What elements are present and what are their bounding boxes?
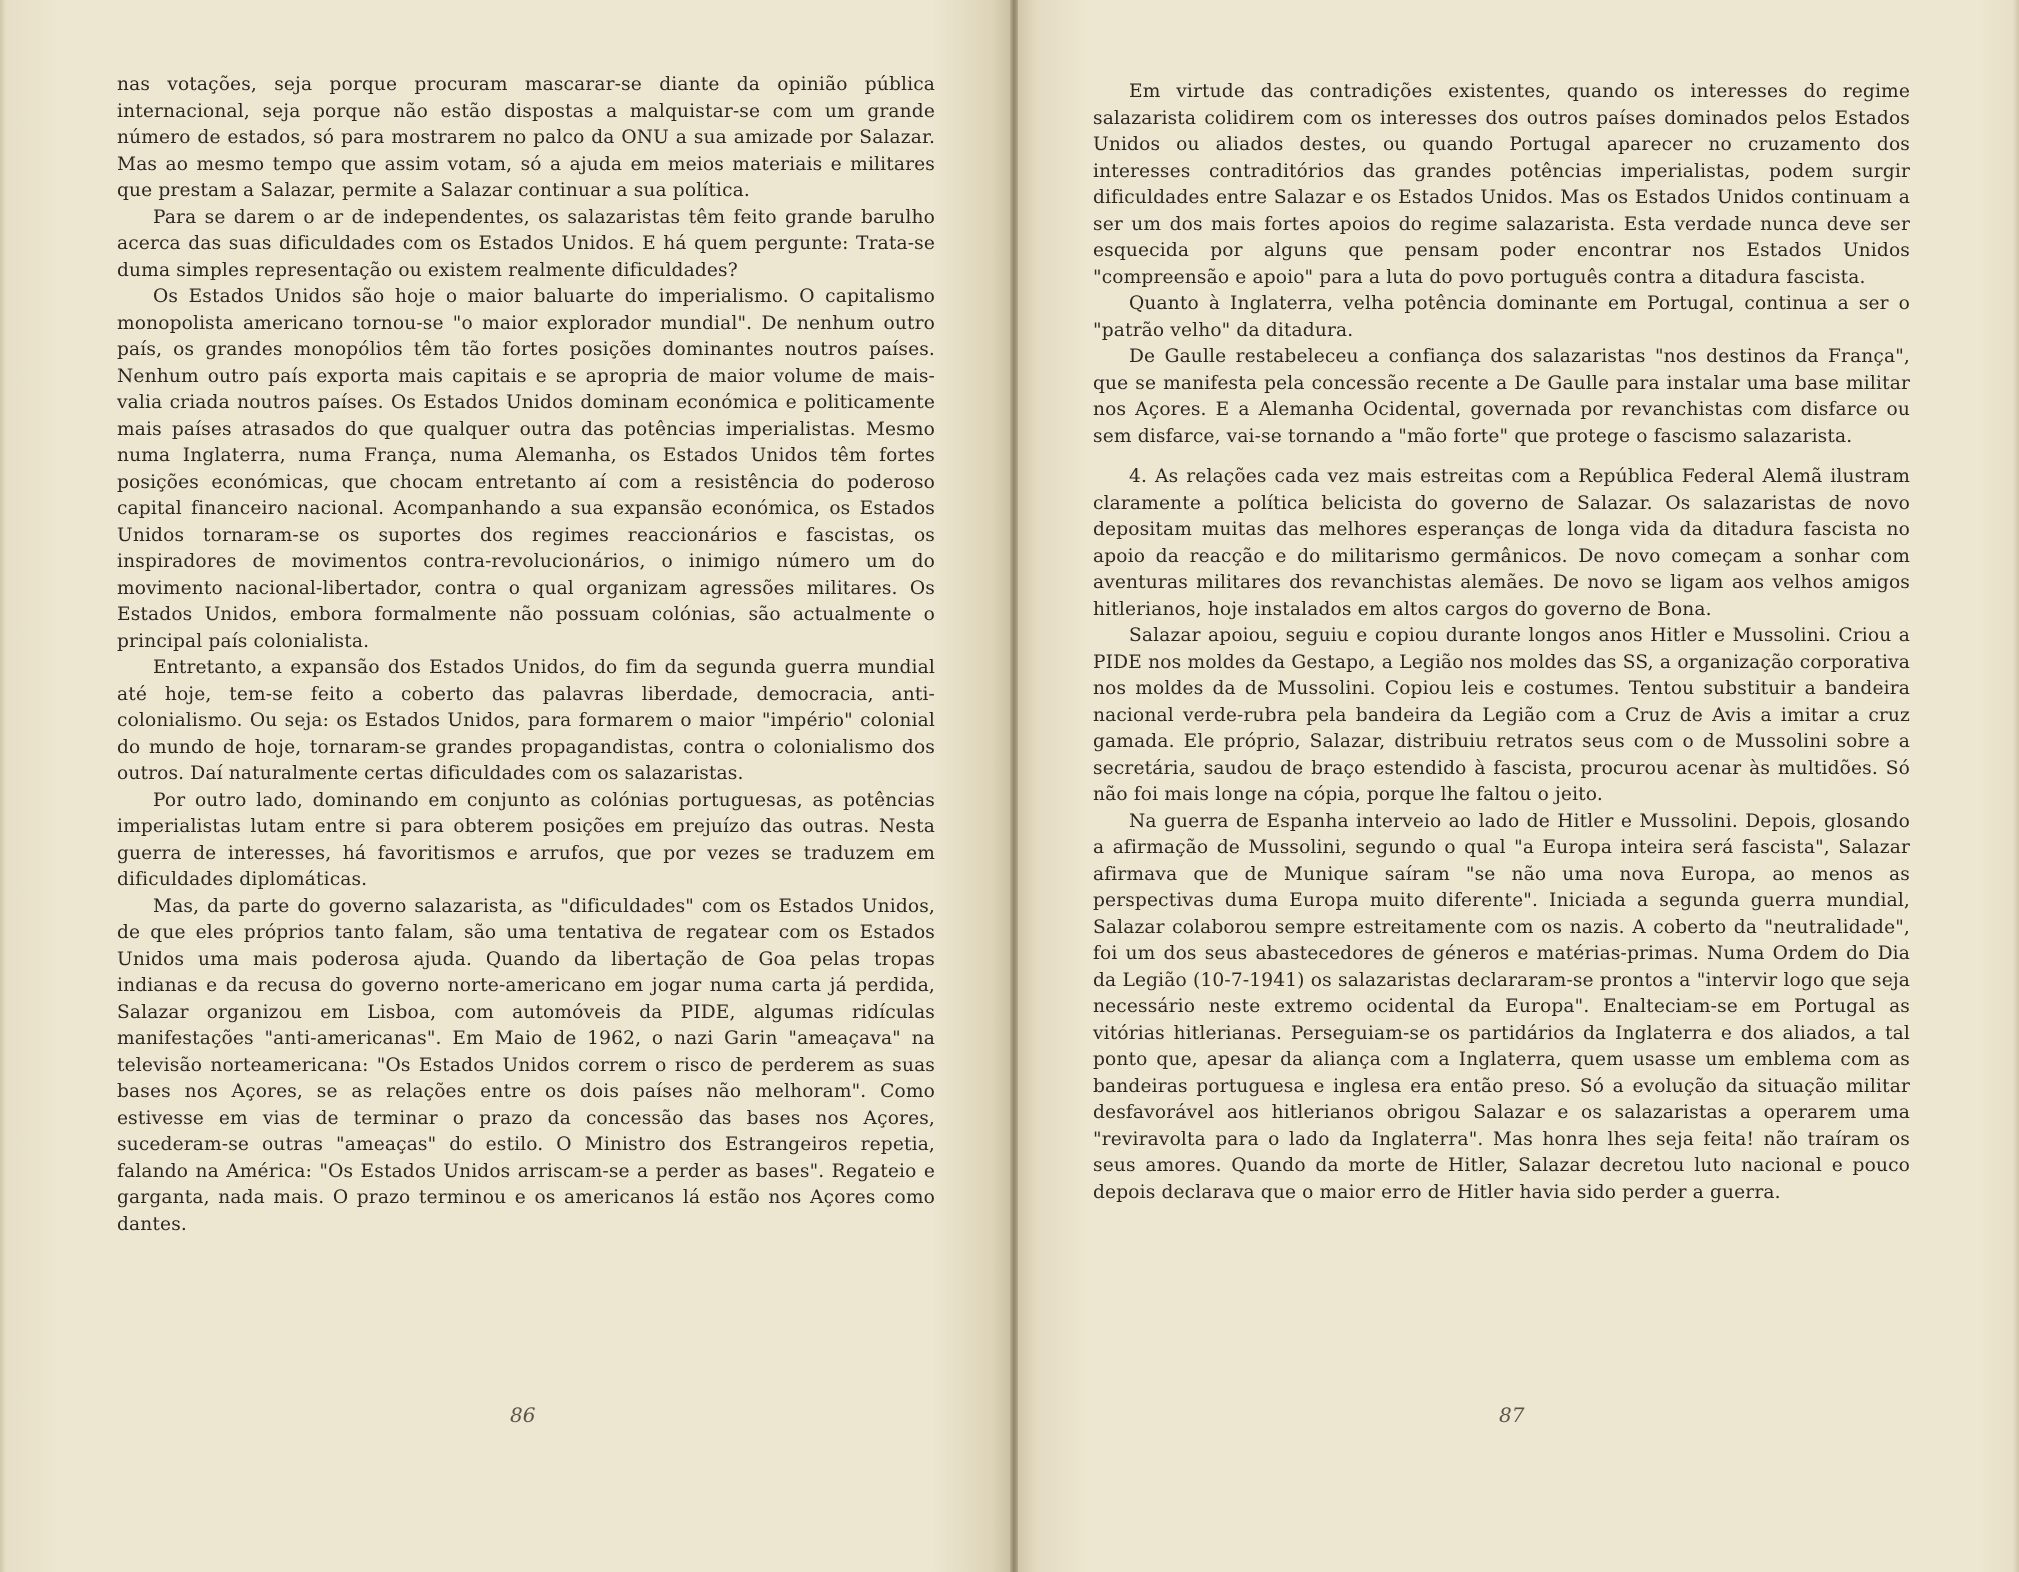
paragraph: Mas, da parte do governo salazarista, as "dificuldades" com os Estados Unidos, de que eles próprios tanto falam, são uma tentativa de regatear com os Estados Unidos uma mais poderosa ajuda. Quando da libertação de Goa pelas tropas indianas e da recusa do governo norte-americano em jogar numa carta já perdida, Salazar organizou em Lisboa, com automóveis da PIDE, algumas ridículas manifestações "anti-americanas". Em Maio de 1962, o nazi Garin "ameaçava" na televisão norteamericana: "Os Estados Unidos correm o risco de perderem as suas bases nos Açores, se as relações entre os dois países não melhoram". Como estivesse em vias de terminar o prazo da concessão das bases nos Açores, sucederam-se outras "ameaças" do estilo. O Ministro dos Estrangeiros repetia, falando na América: "Os Estados Unidos arriscam-se a perder as bases". Regateio e garganta, nada mais. O prazo terminou e os americanos lá estão nos Açores como dantes. — [117, 895, 935, 1235]
page-number-right: 87 — [1499, 1403, 1525, 1427]
right-page-text — [1093, 79, 1910, 1206]
paragraph: De Gaulle restabeleceu a confiança dos salazaristas "nos destinos da França", que se manifesta pela concessão recente a De Gaulle para instalar uma base militar nos Açores. E a Alemanha Ocidental, governada por revanchistas com disfarce ou sem disfarce, vai-se tornando a "mão forte" que protege o fascismo salazarista. — [1093, 346, 1910, 447]
paragraph: Em virtude das contradições existentes, quando os interesses do regime salazarista colidirem com os interesses dos outros países dominados pelos Estados Unidos ou aliados destes, ou quando Portugal aparecer no cruzamento dos interesses contraditórios das grandes potências imperialistas, podem surgir dificuldades entre Salazar e os Estados Unidos. Mas os Estados Unidos continuam a ser um dos mais fortes apoios do regime salazarista. Esta verdade nunca deve ser esquecida por alguns que pensam poder encontrar nos Estados Unidos "compreensão e apoio" para a luta do povo português contra a ditadura fascista. — [1093, 81, 1910, 288]
paragraph: Por outro lado, dominando em conjunto as colónias portuguesas, as potências imperialistas lutam entre si para obterem posições em prejuízo das outras. Nesta guerra de interesses, há favoritismos e arrufos, que por vezes se traduzem em dificuldades diplomáticas. — [117, 789, 935, 890]
paragraph: Salazar apoiou, seguiu e copiou durante longos anos Hitler e Mussolini. Criou a PIDE nos moldes da Gestapo, a Legião nos moldes das SS, a organização corporativa nos moldes da de Mussolini. Copiou leis e costumes. Tentou substituir a bandeira nacional verde-rubra pela bandeira da Legião com a Cruz de Avis a imitar a cruz gamada. Ele próprio, Salazar, distribuiu retratos seus com o de Mussolini sobre a secretária, saudou de braço estendido à fascista, procurou acenar às multidões. Só não foi mais longe na cópia, porque lhe faltou o jeito. — [1093, 625, 1910, 805]
left-page-edge — [0, 0, 6, 1572]
paragraph: Quanto à Inglaterra, velha potência dominante em Portugal, continua a ser o "patrão velho" da ditadura. — [1093, 293, 1910, 341]
paragraph: Para se darem o ar de independentes, os salazaristas têm feito grande barulho acerca das suas dificuldades com os Estados Unidos. E há quem pergunte: Trata-se duma simples representação ou existem realmente dificuldades? — [117, 206, 935, 281]
paragraph: Os Estados Unidos são hoje o maior baluarte do imperialismo. O capitalismo monopolista americano tornou-se "o maior explorador mundial". De nenhum outro país, os grandes monopólios têm tão fortes posições dominantes noutros países. Nenhum outro país exporta mais capitais e se apropria de maior volume de mais-valia criada noutros países. Os Estados Unidos dominam económica e politicamente mais países atrasados do que qualquer outra das potências imperialistas. Mesmo numa Inglaterra, numa França, numa Alemanha, os Estados Unidos têm fortes posições económicas, que chocam entretanto aí com a resistência do poderoso capital financeiro nacional. Acompanhando a sua expansão económica, os Estados Unidos tornaram-se os suportes dos regimes reaccionários e fascistas, os inspiradores de movimentos contra-revolucionários, o inimigo número um do movimento nacional-libertador, contra o qual organizam agressões militares. Os Estados Unidos, embora formalmente não possuam colónias, são actualmente o principal país colonialista. — [117, 286, 935, 652]
paragraph: Entretanto, a expansão dos Estados Unidos, do fim da segunda guerra mundial até hoje, tem-se feito a coberto das palavras liberdade, democracia, anti-colonialismo. Ou seja: os Estados Unidos, para formarem o maior "império" colonial do mundo de hoje, tornaram-se grandes propagandistas, contra o colonialismo dos outros. Daí naturalmente certas dificuldades com os salazaristas. — [117, 657, 935, 784]
paragraph: nas votações, seja porque procuram mascarar-se diante da opinião pública internacional, seja porque não estão dispostas a malquistar-se com um grande número de estados, só para mostrarem no palco da ONU a sua amizade por Salazar. Mas ao mesmo tempo que assim votam, só a ajuda em meios materiais e militares que prestam a Salazar, permite a Salazar continuar a sua política. — [117, 74, 935, 201]
right-page-edge — [2013, 0, 2019, 1572]
section-paragraph: 4. As relações cada vez mais estreitas com a República Federal Alemã ilustram claramente a política belicista do governo de Salazar. Os salazaristas de novo depositam muitas das melhores esperanças de longa vida da ditadura fascista no apoio da reacção e do militarismo germânicos. De novo começam a sonhar com aventuras militares dos revanchistas alemães. De novo se ligam aos velhos amigos hitlerianos, hoje instalados em altos cargos do governo de Bona. — [1093, 466, 1910, 620]
page-number-left: 86 — [510, 1403, 536, 1427]
left-page-text — [117, 72, 935, 1238]
paragraph: Na guerra de Espanha interveio ao lado de Hitler e Mussolini. Depois, glosando a afirmação de Mussolini, segundo o qual "a Europa inteira será fascista", Salazar afirmava que de Munique saíram "se não uma nova Europa, ao menos as perspectivas duma Europa muito diferente". Iniciada a segunda guerra mundial, Salazar colaborou sempre estreitamente com os nazis. A coberto da "neutralidade", foi um dos seus abastecedores de géneros e matérias-primas. Numa Ordem do Dia da Legião (10-7-1941) os salazaristas declararam-se prontos a "intervir logo que seja necessário neste extremo ocidental da Europa". Enalteciam-se em Portugal as vitórias hitlerianas. Perseguiam-se os partidários da Inglaterra e dos aliados, a tal ponto que, apesar da aliança com a Inglaterra, quem usasse um emblema com as bandeiras portuguesa e inglesa era então preso. Só a evolução da situação militar desfavorável aos hitlerianos obrigou Salazar e os salazaristas a operarem uma "reviravolta para o lado da Inglaterra". Mas honra lhes seja feita! não traíram os seus amores. Quando da morte de Hitler, Salazar decretou luto nacional e pouco depois declarava que o maior erro de Hitler havia sido perder a guerra. — [1093, 810, 1910, 1203]
book-gutter — [1010, 0, 1018, 1572]
